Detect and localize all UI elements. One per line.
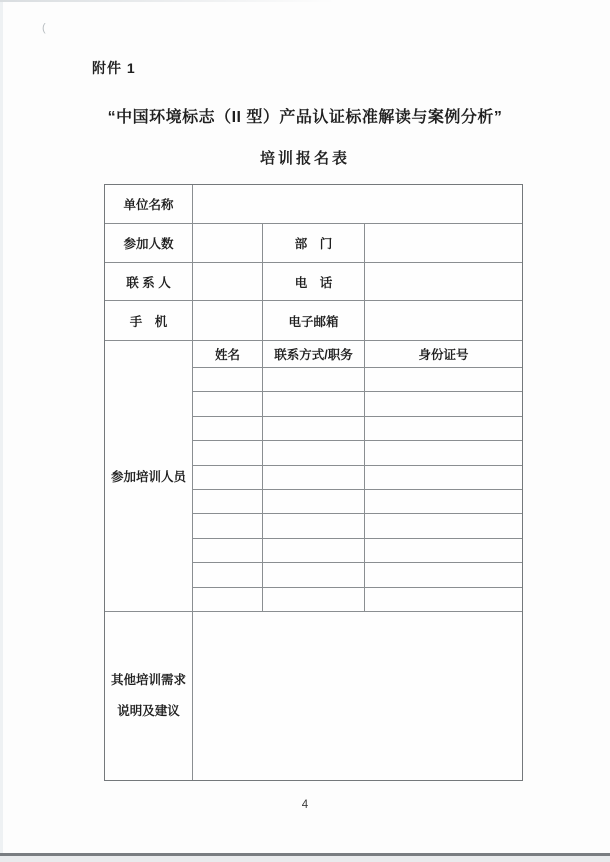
trainee-name-blank-cell — [193, 392, 263, 415]
trainee-row — [193, 368, 522, 392]
scan-speck-mark: ( — [42, 22, 46, 34]
form-subtitle: 培训报名表 — [259, 150, 350, 167]
trainee-contact-blank-cell — [263, 441, 365, 464]
trainee-row — [193, 514, 522, 538]
scan-top-edge-artifact — [0, 0, 335, 2]
trainee-row — [193, 417, 522, 441]
scan-bottom-light-artifact — [0, 856, 610, 862]
contact-person-label: 联 系 人 — [105, 263, 193, 300]
trainee-contact-blank-cell — [263, 563, 365, 586]
table-row-contact-phone — [105, 263, 522, 301]
trainee-contact-blank-cell — [263, 539, 365, 562]
trainee-name-blank-cell — [193, 490, 263, 513]
trainee-id-blank-cell — [365, 588, 522, 611]
trainee-id-blank-cell — [365, 392, 522, 415]
trainees-grid — [193, 341, 522, 611]
trainee-header-id: 身份证号 — [418, 348, 469, 362]
trainees-label: 参加培训人员 — [105, 341, 193, 611]
trainee-rows — [193, 368, 522, 611]
trainee-name-blank-cell — [193, 441, 263, 464]
participant-count-blank-cell — [193, 224, 263, 262]
trainee-name-blank-cell — [193, 466, 263, 489]
trainee-name-blank-cell — [193, 588, 263, 611]
trainee-contact-blank-cell — [263, 490, 365, 513]
trainee-contact-blank-cell — [263, 417, 365, 440]
trainee-id-blank-cell — [365, 563, 522, 586]
trainee-contact-blank-cell — [263, 466, 365, 489]
trainee-name-blank-cell — [193, 417, 263, 440]
trainee-row — [193, 466, 522, 490]
trainee-row — [193, 490, 522, 514]
trainee-row — [193, 588, 522, 611]
page-title: “中国环境标志（II 型）产品认证标准解读与案例分析” — [107, 109, 503, 126]
trainee-header-row — [193, 341, 522, 368]
trainee-id-blank-cell — [365, 514, 522, 537]
attachment-label: 附件 1 — [92, 60, 136, 76]
unit-name-blank-cell — [193, 185, 522, 223]
table-row-unit-name — [105, 185, 522, 224]
table-row-mobile-email — [105, 301, 522, 341]
trainees-section — [105, 341, 522, 612]
participant-count-label: 参加人数 — [105, 224, 193, 262]
trainee-header-name: 姓名 — [193, 341, 263, 367]
page-number: 4 — [301, 799, 309, 811]
other-requirements-label — [105, 612, 193, 780]
mobile-label: 手 机 — [105, 301, 193, 340]
trainee-contact-blank-cell — [263, 588, 365, 611]
department-blank-cell — [365, 224, 522, 262]
trainee-name-blank-cell — [193, 539, 263, 562]
trainee-name-blank-cell — [193, 563, 263, 586]
scan-left-edge-artifact — [0, 0, 3, 862]
trainee-id-blank-cell — [365, 368, 522, 391]
phone-label: 电 话 — [263, 263, 365, 300]
trainee-contact-blank-cell — [263, 368, 365, 391]
trainee-id-blank-cell — [365, 441, 522, 464]
department-label: 部 门 — [263, 224, 365, 262]
trainee-id-blank-cell — [365, 539, 522, 562]
trainee-row — [193, 539, 522, 563]
trainee-row — [193, 563, 522, 587]
trainee-header-contact: 联系方式/职务 — [263, 341, 365, 367]
unit-name-label: 单位名称 — [105, 185, 193, 223]
other-requirements-label-line2: 说明及建议 — [117, 704, 180, 718]
trainee-row — [193, 392, 522, 416]
trainee-row — [193, 441, 522, 465]
trainee-id-blank-cell — [365, 490, 522, 513]
other-requirements-label-line1: 其他培训需求 — [110, 673, 186, 687]
trainee-contact-blank-cell — [263, 514, 365, 537]
phone-blank-cell — [365, 263, 522, 300]
email-label: 电子邮箱 — [263, 301, 365, 340]
trainee-name-blank-cell — [193, 368, 263, 391]
trainee-id-blank-cell — [365, 466, 522, 489]
mobile-blank-cell — [193, 301, 263, 340]
registration-table — [104, 184, 523, 781]
other-requirements-blank-cell — [193, 612, 522, 780]
trainee-id-blank-cell — [365, 417, 522, 440]
table-row-other-requirements — [105, 612, 522, 780]
email-blank-cell — [365, 301, 522, 340]
trainee-name-blank-cell — [193, 514, 263, 537]
contact-person-blank-cell — [193, 263, 263, 300]
trainee-contact-blank-cell — [263, 392, 365, 415]
table-row-count-department — [105, 224, 522, 263]
